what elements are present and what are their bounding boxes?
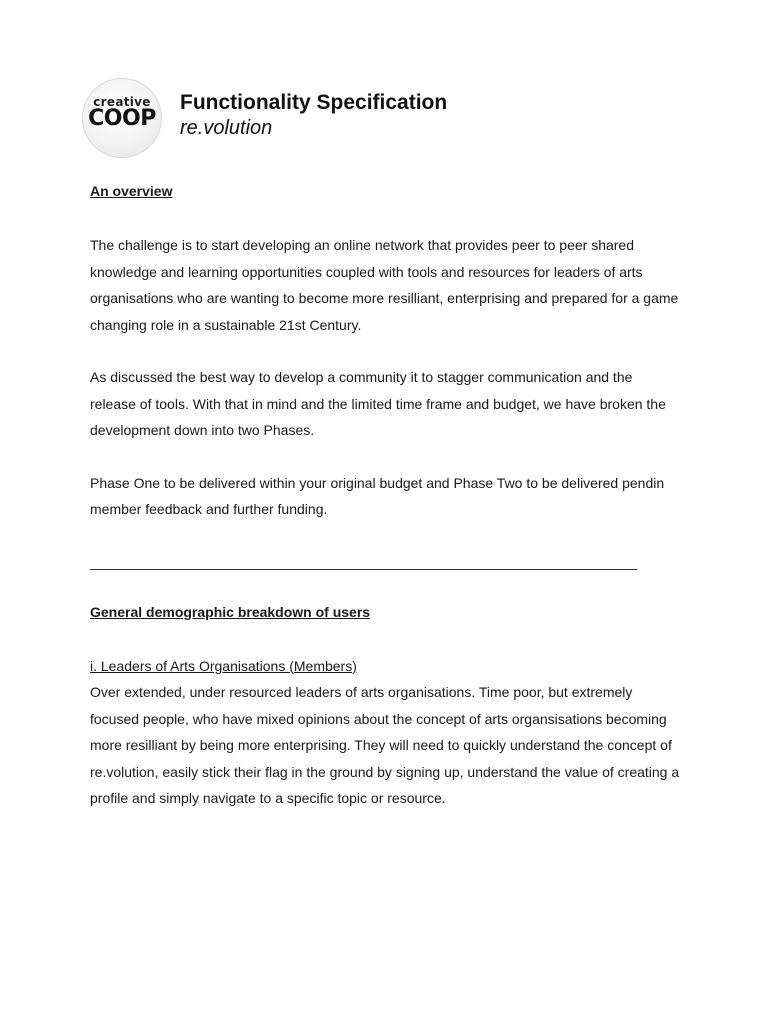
overview-paragraph-3: Phase One to be delivered within your original budget and Phase Two to be delivered pendin member feedback and further funding. bbox=[90, 474, 665, 517]
overview-paragraph-1: The challenge is to start developing an online network that provides peer to peer shared knowledge and learning opportunities coupled with tools and resources for leaders of arts organisations who are wanting to become more resilliant, enterprising and prepared for a game changing role in a sustainable 21st Century. bbox=[90, 237, 679, 333]
document-body bbox=[90, 180, 682, 812]
overview-paragraph-2: As discussed the best way to develop a community it to stagger communication and the release of tools. With that in mind and the limited time frame and budget, we have broken the development down into two Phases. bbox=[90, 369, 666, 438]
document-title: Functionality Specification bbox=[180, 91, 448, 114]
creative-coop-logo bbox=[82, 78, 162, 158]
logo-text-bottom: COOP bbox=[88, 106, 156, 131]
section-divider: ___________________________________________________________________________ bbox=[90, 553, 637, 570]
demographic-section-body: Over extended, under resourced leaders of arts organisations. Time poor, but extremely focused people, who have mixed opinions about the concept of arts organsisations becoming more resilliant by being more enterprising. They will need to quickly understand the concept of re.volution, easily stick their flag in the ground by signing up, understand the value of creating a profile and simply navigate to a specific topic or resource. bbox=[90, 684, 680, 806]
logo-text-top: creative bbox=[93, 95, 151, 109]
overview-heading: An overview bbox=[90, 183, 173, 199]
demographics-heading: General demographic breakdown of users bbox=[90, 603, 371, 620]
demographic-section-title: i. Leaders of Arts Organisations (Members) bbox=[90, 657, 357, 674]
document-subtitle: re.volution bbox=[180, 117, 273, 139]
